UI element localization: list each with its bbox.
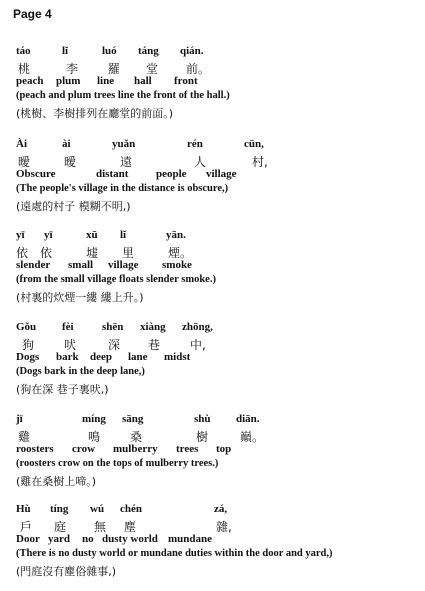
english-word: midst <box>164 351 191 363</box>
pinyin-syllable: yī <box>16 229 25 241</box>
pinyin-row <box>16 45 421 60</box>
english-word: village <box>206 168 237 180</box>
english-word: no <box>82 533 94 545</box>
pinyin-syllable: míng <box>82 413 106 425</box>
pinyin-syllable: sāng <box>122 413 144 425</box>
hanzi-char: 依 <box>40 246 53 260</box>
english-word: Door <box>16 533 40 545</box>
pinyin-syllable: fèi <box>62 321 74 333</box>
chinese-gloss: (狗在深 巷子裏吠,) <box>16 383 109 396</box>
english-word-row <box>16 259 421 274</box>
english-word: top <box>216 443 232 455</box>
hanzi-char: 庭 <box>54 520 67 534</box>
pinyin-syllable: jī <box>16 413 23 425</box>
stanza <box>16 138 421 213</box>
hanzi-char: 遠 <box>120 155 133 169</box>
pinyin-syllable: Ài <box>16 138 27 150</box>
chinese-gloss: (門庭沒有塵俗雜事,) <box>16 565 117 578</box>
translation: (roosters crow on the tops of mulberry trees.) <box>16 458 219 469</box>
hanzi-char: 曖 <box>64 155 77 169</box>
english-word: peach <box>16 75 44 87</box>
english-word: mulberry <box>113 443 158 455</box>
hanzi-char: 人 <box>194 155 207 169</box>
pinyin-syllable: lǐ <box>62 45 69 57</box>
hanzi-char: 巔。 <box>240 430 265 444</box>
stanza <box>16 413 421 488</box>
hanzi-char: 塵 <box>124 520 137 534</box>
english-word-row <box>16 533 421 548</box>
pinyin-row <box>16 229 421 244</box>
pinyin-syllable: Gǒu <box>16 321 37 333</box>
hanzi-char: 李 <box>66 62 79 76</box>
pinyin-row <box>16 413 421 428</box>
stanza <box>16 229 421 304</box>
pinyin-syllable: lǐ <box>120 229 127 241</box>
hanzi-char: 前。 <box>186 62 211 76</box>
pinyin-syllable: luó <box>102 45 117 57</box>
english-word: smoke <box>162 259 192 271</box>
pinyin-syllable: qián. <box>180 45 204 57</box>
hanzi-row <box>16 518 421 533</box>
pinyin-syllable: táng <box>138 45 159 57</box>
pinyin-syllable: wú <box>90 503 105 515</box>
pinyin-syllable: yuǎn <box>112 138 136 150</box>
hanzi-char: 巷 <box>148 338 161 352</box>
pinyin-row <box>16 321 421 336</box>
english-word: small <box>68 259 94 271</box>
english-word: front <box>174 75 198 87</box>
hanzi-char: 中, <box>190 338 206 352</box>
pinyin-row <box>16 138 421 153</box>
hanzi-char: 鳴 <box>88 430 101 444</box>
translation: (Dogs bark in the deep lane,) <box>16 366 145 377</box>
hanzi-char: 墟 <box>86 246 99 260</box>
english-word-row <box>16 443 421 458</box>
pinyin-syllable: shēn <box>102 321 124 333</box>
pinyin-syllable: xū <box>86 229 98 241</box>
pinyin-syllable: xiàng <box>140 321 166 333</box>
pinyin-syllable: Hù <box>16 503 31 515</box>
english-word-row <box>16 75 421 90</box>
english-word: crow <box>72 443 96 455</box>
hanzi-char: 無 <box>94 520 107 534</box>
english-word: yard <box>48 533 70 545</box>
chinese-gloss: (遠處的村子 模糊不明,) <box>16 200 131 213</box>
english-word: line <box>97 75 115 87</box>
hanzi-char: 狗 <box>22 338 35 352</box>
chinese-gloss: (村裏的炊煙一縷 縷上升。) <box>16 291 144 304</box>
hanzi-char: 桃 <box>18 62 31 76</box>
hanzi-char: 雞 <box>18 430 31 444</box>
pinyin-syllable: ài <box>62 138 71 150</box>
hanzi-char: 煙。 <box>168 246 193 260</box>
english-word: trees <box>176 443 199 455</box>
stanza <box>16 503 421 578</box>
chinese-gloss: (雞在桑樹上啼。) <box>16 475 97 488</box>
translation: (There is no dusty world or mundane duties within the door and yard,) <box>16 548 333 559</box>
page-label: Page 4 <box>13 7 52 21</box>
hanzi-char: 桑 <box>130 430 143 444</box>
pinyin-syllable: yān. <box>166 229 186 241</box>
english-word-row <box>16 351 421 366</box>
english-word-row <box>16 168 421 183</box>
stanza <box>16 321 421 396</box>
pinyin-syllable: zhōng, <box>182 321 213 333</box>
pinyin-syllable: zá, <box>214 503 228 515</box>
pinyin-syllable: shù <box>194 413 211 425</box>
english-word: roosters <box>16 443 54 455</box>
hanzi-char: 村, <box>252 155 268 169</box>
hanzi-char: 吠 <box>64 338 77 352</box>
english-word: village <box>108 259 139 271</box>
pinyin-syllable: táo <box>16 45 31 57</box>
hanzi-char: 戶 <box>20 520 33 534</box>
english-word: slender <box>16 259 51 271</box>
english-word: mundane <box>168 533 213 545</box>
hanzi-char: 羅 <box>108 62 121 76</box>
english-word: people <box>156 168 187 180</box>
pinyin-row <box>16 503 421 518</box>
stanza <box>16 45 421 120</box>
pinyin-syllable: cūn, <box>244 138 264 150</box>
chinese-gloss: (桃樹、李樹排列在廳堂的前面。) <box>16 107 174 120</box>
hanzi-char: 深 <box>108 338 121 352</box>
pinyin-syllable: tíng <box>50 503 69 515</box>
english-word: Obscure <box>16 168 56 180</box>
hanzi-char: 依 <box>16 246 29 260</box>
english-word: plum <box>56 75 81 87</box>
hanzi-char: 樹 <box>196 430 209 444</box>
english-word: Dogs <box>16 351 40 363</box>
translation: (from the small village floats slender smoke.) <box>16 274 216 285</box>
hanzi-row <box>16 60 421 75</box>
hanzi-char: 里 <box>122 246 135 260</box>
hanzi-row <box>16 428 421 443</box>
hanzi-char: 曖 <box>18 155 31 169</box>
translation: (peach and plum trees line the front of the hall.) <box>16 90 230 101</box>
english-word: deep <box>90 351 112 363</box>
pinyin-syllable: chén <box>120 503 142 515</box>
hanzi-row <box>16 153 421 168</box>
english-word: distant <box>96 168 129 180</box>
hanzi-char: 堂 <box>146 62 159 76</box>
pinyin-syllable: rén <box>187 138 203 150</box>
english-word: bark <box>56 351 79 363</box>
english-word: lane <box>128 351 148 363</box>
hanzi-row <box>16 336 421 351</box>
english-word: dusty world <box>102 533 158 545</box>
english-word: hall <box>134 75 152 87</box>
hanzi-char: 雜, <box>216 520 232 534</box>
pinyin-syllable: diān. <box>236 413 260 425</box>
hanzi-row <box>16 244 421 259</box>
pinyin-syllable: yī <box>44 229 53 241</box>
translation: (The people's village in the distance is obscure,) <box>16 183 229 194</box>
